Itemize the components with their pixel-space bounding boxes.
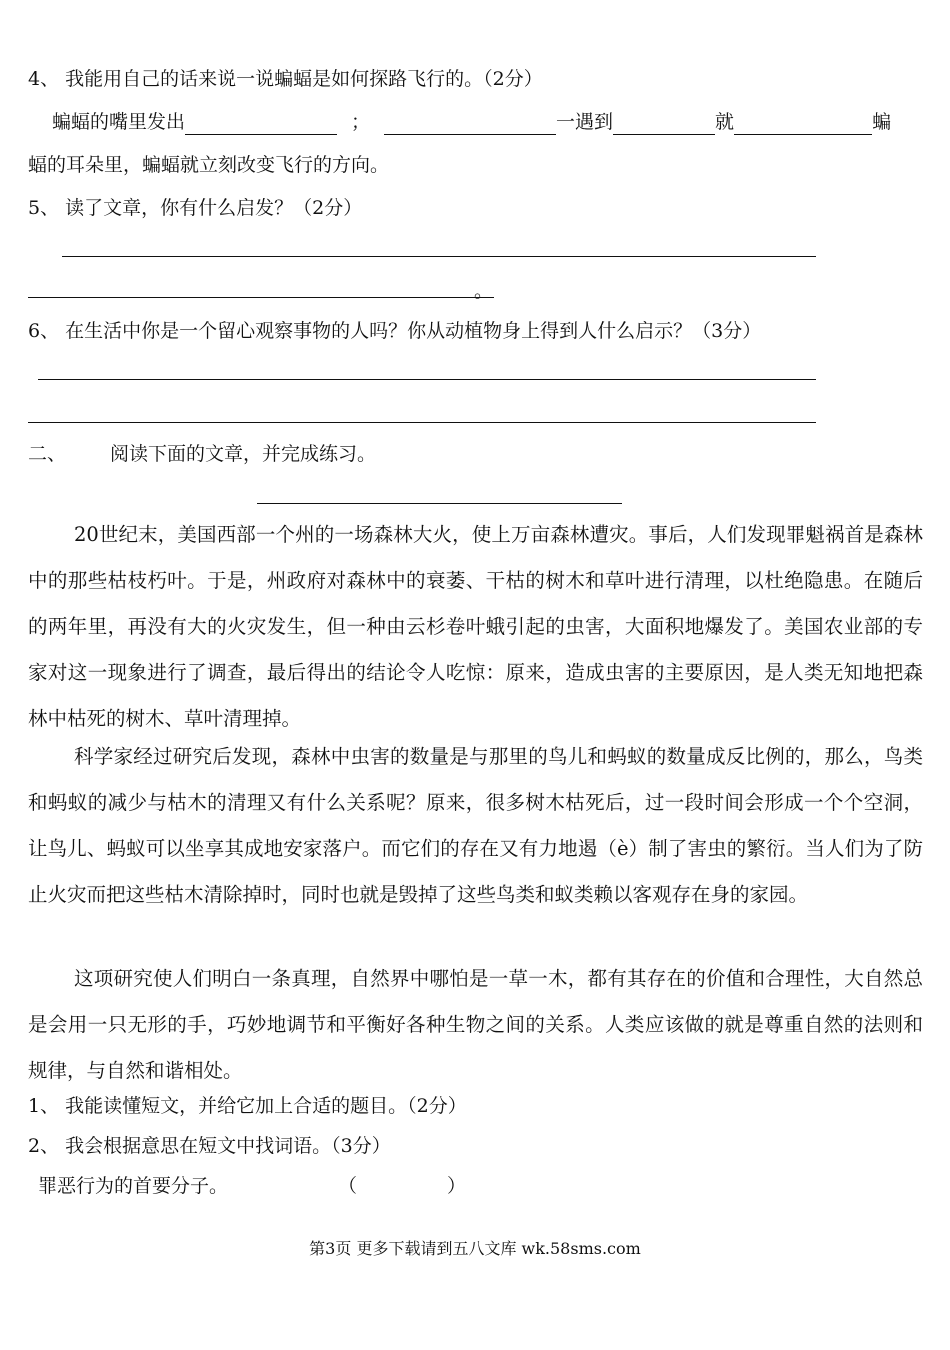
article-paragraph-1: 20世纪末，美国西部一个州的一场森林大火，使上万亩森林遭灾。事后，人们发现罪魁祸首是森林中的那些枯枝朽叶。于是，州政府对森林中的衰萎、干枯的树木和草叶进行清理，以杜绝隐患。在随后的两年里，再没有大的火灾发生，但一种由云杉卷叶蛾引起的虫害，大面积地爆发了。美国农业部的专家对这一现象进行了调查，最后得出的结论令人吃惊：原来，造成虫害的主要原因，是人类无知地把森林中枯死的树木、草叶清理掉。 xyxy=(28,523,923,730)
article-paragraph-3: 这项研究使人们明白一条真理，自然界中哪怕是一草一木，都有其存在的价值和合理性，大自然总是会用一只无形的手，巧妙地调节和平衡好各种生物之间的关系。人类应该做的就是尊重自然的法则和规律，与自然和谐相处。 xyxy=(28,967,923,1082)
question-5: 5、 读了文章，你有什么启发？（2分） xyxy=(28,197,363,219)
question-4: 4、 我能用自己的话来说一说蝙蝠是如何探路飞行的。（2分） xyxy=(28,68,543,90)
q4-separator: ； xyxy=(351,111,371,133)
q5-answer-line-2[interactable] xyxy=(28,297,494,298)
q2-item-1-paren-close: ） xyxy=(447,1175,467,1197)
section-2-title: 阅读下面的文章，并完成练习。 xyxy=(110,443,377,465)
q4-blank-2[interactable] xyxy=(384,114,556,135)
q4-blank-3[interactable] xyxy=(613,114,715,135)
q4-fill-text-4: 蝙 xyxy=(872,111,892,133)
q4-blank-4[interactable] xyxy=(734,114,872,135)
article-paragraph-2: 科学家经过研究后发现，森林中虫害的数量是与那里的鸟儿和蚂蚁的数量成反比例的，那么，鸟类和蚂蚁的减少与枯木的清理又有什么关系呢？原来，很多树木枯死后，过一段时间会形成一个个空洞，让鸟儿、蚂蚁可以坐享其成地安家落户。而它们的存在又有力地遏（è）制了害虫的繁衍。当人们为了防止火灾而把这些枯木清除掉时，同时也就是毁掉了这些鸟类和蚁类赖以客观存在身的家园。 xyxy=(28,745,923,906)
q5-answer-line-1[interactable] xyxy=(62,256,816,257)
q5-end-mark: 。 xyxy=(474,280,494,302)
q4-fill-text-1: 蝙蝠的嘴里发出 xyxy=(52,111,186,133)
page-footer: 第3页 更多下载请到五八文库 wk.58sms.com xyxy=(309,1239,641,1258)
section-2-heading xyxy=(28,441,376,467)
section-2-question-1: 1、 我能读懂短文，并给它加上合适的题目。（2分） xyxy=(28,1095,467,1117)
q2-item-1-text: 罪恶行为的首要分子。 xyxy=(38,1175,229,1197)
section-2-number: 二、 xyxy=(28,443,67,465)
q4-fill-text-5: 蝠的耳朵里，蝙蝠就立刻改变飞行的方向。 xyxy=(28,154,390,176)
q2-item-1-paren-open: （ xyxy=(338,1175,358,1197)
article-title-blank[interactable] xyxy=(257,503,622,504)
q6-answer-line-2[interactable] xyxy=(28,422,816,423)
q6-answer-line-1[interactable] xyxy=(38,379,816,380)
q4-fill-text-3: 就 xyxy=(715,111,735,133)
section-2-question-2: 2、 我会根据意思在短文中找词语。（3分） xyxy=(28,1135,391,1157)
question-6: 6、 在生活中你是一个留心观察事物的人吗？你从动植物身上得到人什么启示？（3分） xyxy=(28,320,762,342)
q4-fill-text-2: 一遇到 xyxy=(556,111,614,133)
q2-item-1 xyxy=(38,1173,466,1199)
question-4-fill-line xyxy=(52,109,891,135)
q4-blank-1[interactable] xyxy=(185,114,337,135)
